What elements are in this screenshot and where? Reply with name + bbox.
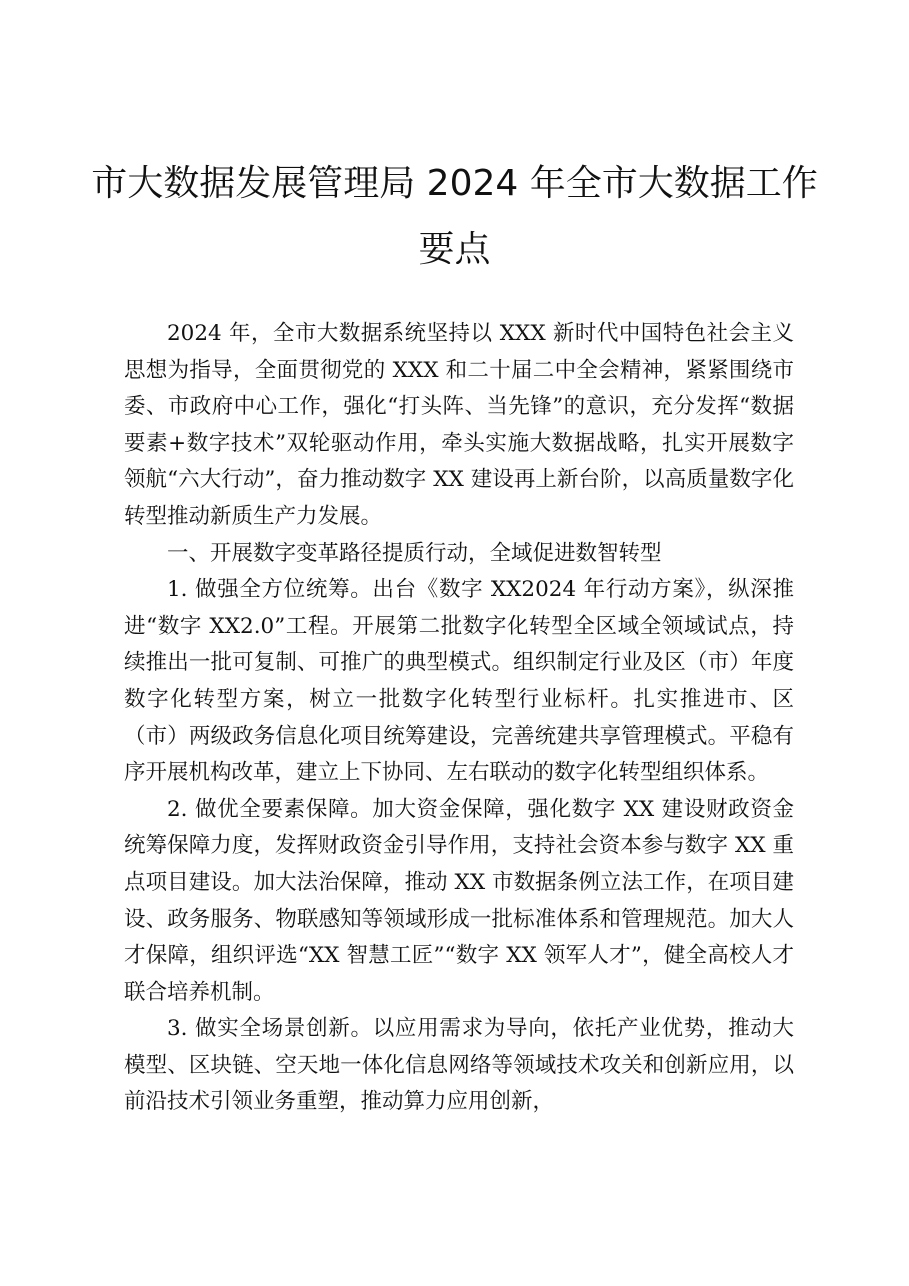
intro-paragraph: 2024 年，全市大数据系统坚持以 XXX 新时代中国特色社会主义思想为指导，全面贯彻党的 XXX 和二十届二中全会精神，紧紧围绕市委、市政府中心工作，强化“打头阵、当先锋”的意识，充分发挥“数据要素+数字技术”双轮驱动作用，牵头实施大数据战略，扎实开展数字领航“六大行动”，奋力推动数字 XX 建设再上新台阶，以高质量数字化转型推动新质生产力发展。 — [124, 321, 794, 529]
document-title-line-2: 要点 — [418, 229, 491, 270]
body-paragraph: 2. 做优全要素保障。加大资金保障，强化数字 XX 建设财政资金统筹保障力度，发挥财政资金引导作用，支持社会资本参与数字 XX 重点项目建设。加大法治保障，推动 XX 市数据条例立法工作，在项目建设、政务服务、物联感知等领域形成一批标准体系和管理规范。加大人才保障，组织评选“XX 智慧工匠”“数字 XX 领军人才”，健全高校人才联合培养机制。 — [124, 796, 794, 1005]
body-paragraph: 3. 做实全场景创新。以应用需求为导向，依托产业优势，推动大模型、区块链、空天地一体化信息网络等领域技术攻关和创新应用，以前沿技术引领业务重塑，推动算力应用创新， — [124, 1016, 794, 1115]
document-title-line-1: 市大数据发展管理局 2024 年全市大数据工作 — [91, 163, 818, 204]
body-paragraph: 1. 做强全方位统筹。出台《数字 XX2024 年行动方案》，纵深推进“数字 XX2.0”工程。开展第二批数字化转型全区域全领域试点，持续推出一批可复制、可推广的典型模式。组织制定行业及区（市）年度数字化转型方案，树立一批数字化转型行业标杆。扎实推进市、区（市）两级政务信息化项目统筹建设，完善统建共享管理模式。平稳有序开展机构改革，建立上下协同、左右联动的数字化转型组织体系。 — [124, 577, 794, 786]
document-body — [124, 316, 794, 1121]
section-heading: 一、开展数字变革路径提质行动，全域促进数智转型 — [167, 540, 662, 566]
